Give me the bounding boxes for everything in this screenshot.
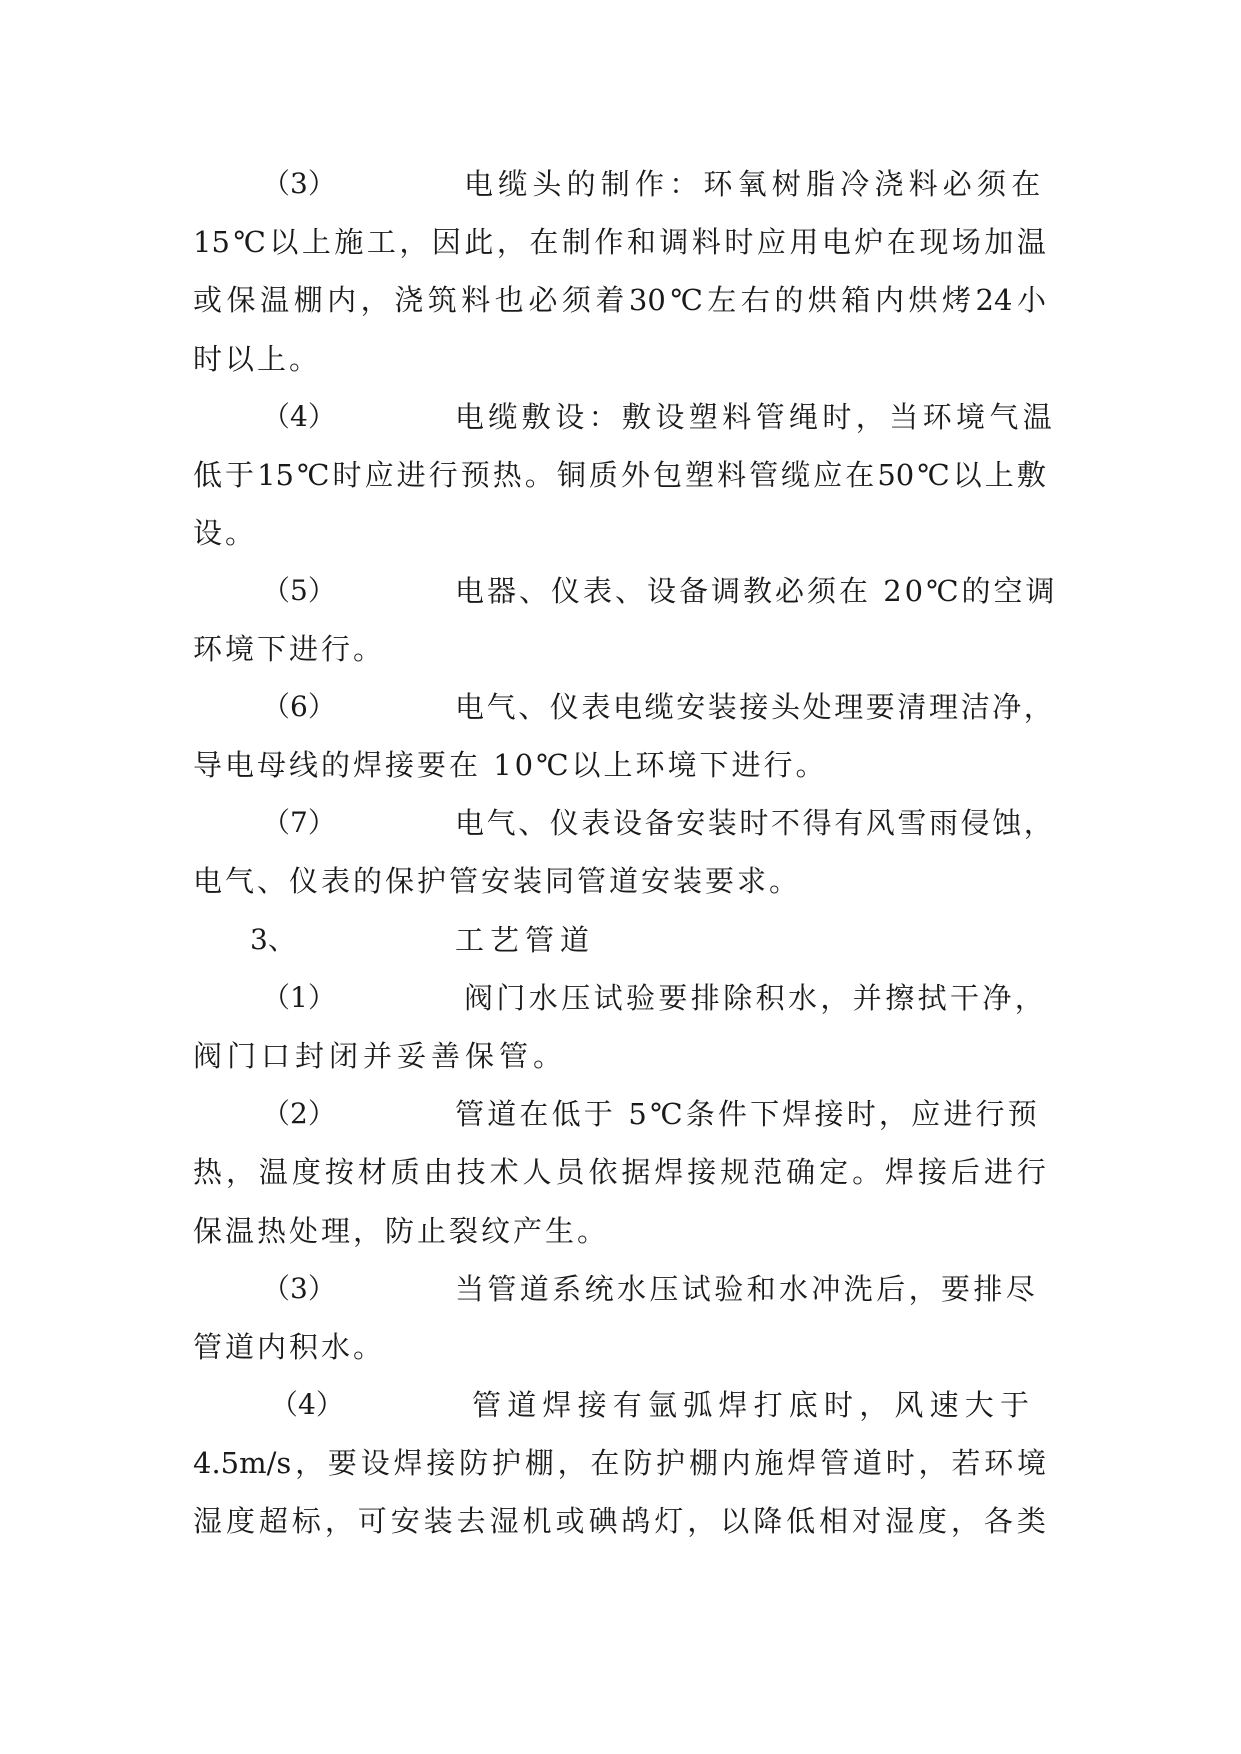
paragraph-line: 管道内积水。: [193, 1330, 386, 1364]
line-glyph: 按: [324, 1155, 354, 1189]
paragraph-line: [193, 1443, 1046, 1483]
line-glyph: 缆: [781, 458, 811, 492]
line-glyph: 在: [845, 458, 875, 492]
line-glyph: ℃: [670, 283, 703, 317]
line-glyph: 作: [594, 225, 624, 259]
item-marker: （1）: [262, 981, 336, 1014]
paragraph-line: 管道在低于 5℃条件下焊接时，应进行预: [455, 1097, 1040, 1131]
line-glyph: 碘: [588, 1504, 618, 1538]
line-glyph: 度: [917, 1504, 947, 1538]
line-glyph: 设: [360, 1446, 390, 1480]
line-glyph: 保: [226, 283, 256, 317]
line-glyph: ，: [324, 1504, 354, 1538]
line-glyph: ，: [496, 225, 526, 259]
line-glyph: ，: [295, 1446, 325, 1480]
line-glyph: 湿: [489, 1504, 519, 1538]
line-glyph: 因: [431, 225, 461, 259]
line-glyph: 烘: [908, 283, 938, 317]
line-glyph: 24: [975, 283, 1013, 317]
item-marker: （4）: [270, 1388, 344, 1421]
line-glyph: 可: [357, 1504, 387, 1538]
line-glyph: 行: [428, 458, 458, 492]
line-glyph: 术: [489, 1155, 519, 1189]
line-glyph: 此: [464, 225, 494, 259]
line-glyph: ，: [918, 1446, 948, 1480]
paragraph-line: 导电母线的焊接要在 10℃以上环境下进行。: [193, 748, 828, 782]
line-glyph: 护: [491, 1446, 521, 1480]
line-glyph: 箱: [841, 283, 871, 317]
paragraph-line: 保温热处理，防止裂纹产生。: [193, 1214, 610, 1248]
line-glyph: 度: [225, 1504, 255, 1538]
line-glyph: 范: [753, 1155, 783, 1189]
line-glyph: 15: [193, 225, 230, 259]
line-glyph: 以: [269, 225, 299, 259]
line-glyph: 度: [291, 1155, 321, 1189]
line-glyph: 上: [301, 225, 331, 259]
line-glyph: 在: [529, 225, 559, 259]
line-glyph: 施: [334, 225, 364, 259]
line-glyph: 外: [620, 458, 650, 492]
line-glyph: 湿: [193, 1504, 223, 1538]
line-glyph: 也: [494, 283, 524, 317]
line-glyph: 内: [874, 283, 904, 317]
line-glyph: 接: [426, 1446, 456, 1480]
line-glyph: 在: [590, 1446, 620, 1480]
line-glyph: 若: [951, 1446, 981, 1480]
item-marker: （2）: [262, 1097, 336, 1130]
item-marker: （5）: [262, 574, 336, 607]
paragraph-line: 阀门口封闭并妥善保管。: [193, 1039, 568, 1073]
paragraph-line: [193, 1152, 1046, 1192]
line-glyph: 确: [786, 1155, 816, 1189]
line-glyph: 调: [659, 225, 689, 259]
line-glyph: 30: [628, 283, 666, 317]
line-glyph: 焊: [393, 1446, 423, 1480]
line-glyph: 进: [983, 1155, 1013, 1189]
line-glyph: ，: [399, 225, 429, 259]
line-glyph: 烘: [807, 283, 837, 317]
line-glyph: 15: [257, 458, 294, 492]
line-glyph: 料: [717, 458, 747, 492]
line-glyph: 或: [193, 283, 223, 317]
line-glyph: 于: [225, 458, 255, 492]
item-marker: （4）: [262, 400, 336, 433]
line-glyph: 据: [621, 1155, 651, 1189]
line-glyph: 接: [687, 1155, 717, 1189]
line-glyph: ，: [360, 283, 390, 317]
line-glyph: 定: [819, 1155, 849, 1189]
line-glyph: 敷: [1016, 458, 1046, 492]
paragraph-line: 电器、仪表、设备调教必须在 20℃的空调: [455, 574, 1058, 608]
paragraph-line: 电气、仪表电缆安装接头处理要清理洁净，: [455, 690, 1056, 724]
item-marker: （6）: [262, 690, 336, 723]
line-glyph: 现: [919, 225, 949, 259]
line-glyph: 依: [588, 1155, 618, 1189]
line-glyph: 灯: [654, 1504, 684, 1538]
paragraph-line: [193, 455, 1046, 495]
line-glyph: 低: [786, 1504, 816, 1538]
line-glyph: 对: [852, 1504, 882, 1538]
line-glyph: 内: [721, 1446, 751, 1480]
line-glyph: 炉: [854, 225, 884, 259]
line-glyph: 棚: [293, 283, 323, 317]
line-glyph: 焊: [654, 1155, 684, 1189]
line-glyph: 各: [983, 1504, 1013, 1538]
line-glyph: 左: [707, 283, 737, 317]
line-glyph: 的: [774, 283, 804, 317]
line-glyph: 塑: [685, 458, 715, 492]
line-glyph: 焊: [787, 1446, 817, 1480]
line-glyph: 50: [877, 458, 915, 492]
paragraph-line: [193, 222, 1046, 262]
line-glyph: 料: [461, 283, 491, 317]
line-glyph: 低: [193, 458, 223, 492]
line-glyph: 或: [555, 1504, 585, 1538]
line-glyph: 质: [588, 458, 618, 492]
paragraph-line: 设。: [193, 516, 258, 550]
line-glyph: 材: [357, 1155, 387, 1189]
line-glyph: 应: [813, 458, 843, 492]
line-glyph: 要: [327, 1446, 357, 1480]
item-marker: （7）: [262, 806, 336, 839]
line-glyph: 装: [423, 1504, 453, 1538]
line-glyph: 铜: [556, 458, 586, 492]
line-glyph: 超: [258, 1504, 288, 1538]
line-glyph: 管: [749, 458, 779, 492]
line-glyph: 防: [459, 1446, 489, 1480]
line-glyph: 境: [1016, 1446, 1046, 1480]
line-glyph: 时: [332, 458, 362, 492]
paragraph-line: 当管道系统水压试验和水冲洗后，要排尽: [455, 1272, 1039, 1306]
line-glyph: 由: [423, 1155, 453, 1189]
line-glyph: 浇: [394, 283, 424, 317]
line-glyph: 小: [1016, 283, 1046, 317]
line-glyph: 进: [396, 458, 426, 492]
line-glyph: 制: [561, 225, 591, 259]
line-glyph: 应: [756, 225, 786, 259]
line-glyph: ，: [950, 1504, 980, 1538]
line-glyph: 筑: [427, 283, 457, 317]
paragraph-line: 电气、仪表设备安装时不得有风雪雨侵蚀，: [455, 806, 1056, 840]
paragraph-line: 阀门水压试验要排除积水，并擦拭干净，: [464, 981, 1048, 1015]
line-glyph: 以: [952, 458, 982, 492]
line-glyph: 右: [740, 283, 770, 317]
line-glyph: 规: [720, 1155, 750, 1189]
line-glyph: 安: [390, 1504, 420, 1538]
line-glyph: 包: [652, 458, 682, 492]
line-glyph: 必: [528, 283, 558, 317]
line-glyph: 以: [720, 1504, 750, 1538]
line-glyph: 焊: [885, 1155, 915, 1189]
line-glyph: ℃: [233, 225, 266, 259]
line-glyph: 管: [820, 1446, 850, 1480]
line-glyph: 施: [754, 1446, 784, 1480]
line-glyph: 时: [724, 225, 754, 259]
line-glyph: ，: [557, 1446, 587, 1480]
line-glyph: 标: [291, 1504, 321, 1538]
item-marker: （3）: [262, 1272, 336, 1305]
line-glyph: 降: [753, 1504, 783, 1538]
line-glyph: 烤: [942, 283, 972, 317]
line-glyph: 机: [522, 1504, 552, 1538]
line-glyph: 料: [691, 225, 721, 259]
line-glyph: ，: [687, 1504, 717, 1538]
line-glyph: 员: [555, 1155, 585, 1189]
line-glyph: 。: [852, 1155, 882, 1189]
line-glyph: 环: [984, 1446, 1014, 1480]
line-glyph: ℃: [297, 458, 330, 492]
line-glyph: 道: [852, 1446, 882, 1480]
line-glyph: 人: [522, 1155, 552, 1189]
line-glyph: ，: [225, 1155, 255, 1189]
item-marker: （3）: [262, 167, 336, 200]
line-glyph: 行: [1016, 1155, 1046, 1189]
line-glyph: 应: [364, 458, 394, 492]
line-glyph: 4.5m/s: [193, 1446, 292, 1480]
line-glyph: 棚: [688, 1446, 718, 1480]
paragraph-line: 电缆头的制作：环氧树脂冷浇料必须在: [464, 167, 1046, 201]
line-glyph: 棚: [524, 1446, 554, 1480]
paragraph-line: 环境下进行。: [193, 632, 386, 666]
line-glyph: 上: [984, 458, 1014, 492]
line-glyph: 预: [460, 458, 490, 492]
line-glyph: 热: [193, 1155, 223, 1189]
line-glyph: 时: [885, 1446, 915, 1480]
line-glyph: ℃: [917, 458, 950, 492]
line-glyph: 湿: [885, 1504, 915, 1538]
line-glyph: 场: [951, 225, 981, 259]
line-glyph: 技: [456, 1155, 486, 1189]
line-glyph: 防: [623, 1446, 653, 1480]
paragraph-line: 管道焊接有氩弧焊打底时，风速大于: [472, 1388, 1036, 1422]
line-glyph: 类: [1016, 1504, 1046, 1538]
line-glyph: 质: [390, 1155, 420, 1189]
line-glyph: 接: [917, 1155, 947, 1189]
line-glyph: 去: [456, 1504, 486, 1538]
line-glyph: 电: [821, 225, 851, 259]
line-glyph: 和: [626, 225, 656, 259]
line-glyph: 。: [524, 458, 554, 492]
line-glyph: 后: [950, 1155, 980, 1189]
line-glyph: 用: [789, 225, 819, 259]
paragraph-line: 时以上。: [193, 342, 322, 376]
line-glyph: 温: [1016, 225, 1046, 259]
line-glyph: 工: [366, 225, 396, 259]
paragraph-line: 电气、仪表的保护管安装同管道安装要求。: [193, 864, 802, 898]
line-glyph: 温: [258, 1155, 288, 1189]
line-glyph: 须: [561, 283, 591, 317]
line-glyph: 加: [984, 225, 1014, 259]
line-glyph: 护: [656, 1446, 686, 1480]
section-number: 3、: [250, 923, 296, 956]
line-glyph: 内: [327, 283, 357, 317]
paragraph-line: [193, 1501, 1046, 1541]
section-heading: 工艺管道: [455, 923, 596, 957]
line-glyph: 在: [886, 225, 916, 259]
paragraph-line: [193, 280, 1046, 320]
line-glyph: 相: [819, 1504, 849, 1538]
line-glyph: 着: [595, 283, 625, 317]
line-glyph: 热: [492, 458, 522, 492]
line-glyph: 鸪: [621, 1504, 651, 1538]
paragraph-line: 电缆敷设：敷设塑料管绳时，当环境气温: [455, 400, 1057, 434]
line-glyph: 温: [260, 283, 290, 317]
